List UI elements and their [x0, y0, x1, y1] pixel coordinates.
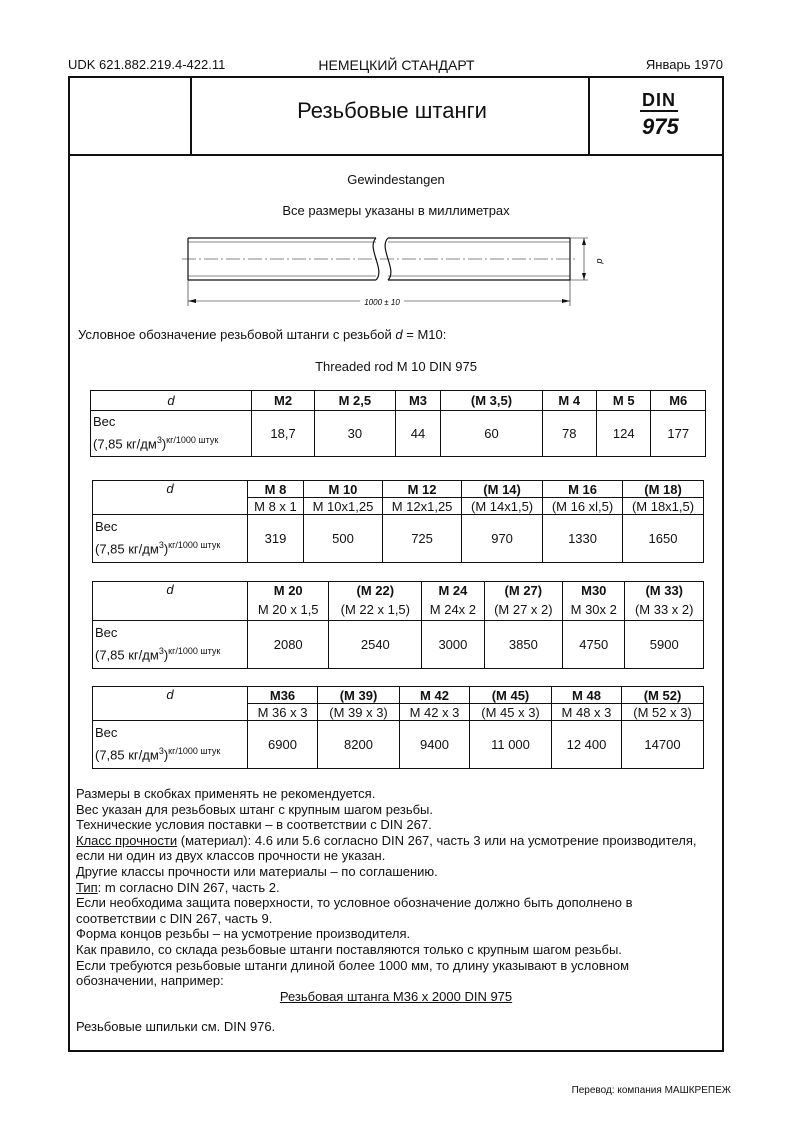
- translation-credit: Перевод: компания МАШКРЕПЕЖ: [571, 1085, 731, 1096]
- weight-cell: 500: [303, 515, 382, 563]
- weight-cell: 4750: [563, 621, 625, 669]
- d-header: d: [93, 481, 248, 515]
- page-title: Резьбовые штанги: [297, 98, 487, 123]
- weight-cell: 18,7: [252, 411, 315, 457]
- german-title: Gewindestangen: [347, 172, 445, 187]
- weight-label: Вес (7,85 $кг/дм^3)^{кг/1000 штук}$: [93, 515, 248, 563]
- weight-table-2: d M 8 M 10 M 12 (M 14) M 16 (M 18) M 8 x 1 M 10x1,25 M 12x1,25 (M 14x1,5) (M 16 xl,5) (M 18x1,5) Вес (7,85 $кг/дм^3)^{кг/1000 штук}$ 319 500 725 970 1330 1650: [92, 480, 704, 563]
- issue-date: Январь 1970: [645, 57, 723, 72]
- size-cell: M 4: [542, 391, 596, 411]
- weight-cell: 725: [383, 515, 462, 563]
- weight-label: Вес (7,85 $кг/дм^3)^{кг/1000 штук}$: [91, 411, 252, 457]
- weight-label: Вес (7,85 $кг/дм^3)^{кг/1000 штук}$: [93, 621, 248, 669]
- weight-cell: 177: [651, 411, 706, 457]
- weight-cell: 60: [441, 411, 542, 457]
- standard-type: НЕМЕЦКИЙ СТАНДАРТ: [318, 57, 475, 73]
- weight-cell: 14700: [622, 721, 704, 769]
- size-cell: M 5: [596, 391, 650, 411]
- size-cell: M3: [395, 391, 441, 411]
- weight-cell: 6900: [248, 721, 318, 769]
- weight-cell: 12 400: [551, 721, 621, 769]
- notes-block: Размеры в скобках применять не рекомендуется. Вес указан для резьбовых штанг с крупным шагом резьбы. Технические условия поставки – в соответствии с DIN 267. Класс прочности (материал): 4.6 или 5.6 согласно DIN 267, часть 3 или на усмотрение производителя, если ни один из двух классов прочности не указан. Другие классы прочности или материалы – по соглашению. Тип: m согласно DIN 267, часть 2. Если необходима защита поверхности, то условное обозначение должно быть дополнено в соответствии с DIN 267, часть 9. Форма концов резьбы – на усмотрение производителя. Как правило, со склада резьбовые штанги поставляются только с крупным шагом резьбы. Если требуются резьбовые штанги длиной более 1000 мм, то длину указывают в условном обозначении, например: Резьбовая штанга M36 x 2000 DIN 975 Резьбовые шпильки см. DIN 976.: [76, 786, 697, 1035]
- weight-cell: 2080: [248, 621, 329, 669]
- title-block: [70, 78, 722, 156]
- weight-cell: 3850: [484, 621, 563, 669]
- din-label: DIN: [642, 90, 676, 110]
- designation-line: Условное обозначение резьбовой штанги с резьбой d = M10:: [78, 327, 447, 342]
- weight-cell: 1650: [623, 515, 704, 563]
- weight-cell: 8200: [318, 721, 400, 769]
- weight-cell: 44: [395, 411, 441, 457]
- weight-cell: 9400: [399, 721, 469, 769]
- length-dimension: 1000 ± 10: [364, 298, 400, 307]
- weight-cell: 2540: [329, 621, 422, 669]
- weight-cell: 30: [315, 411, 395, 457]
- size-cell: M 2,5: [315, 391, 395, 411]
- d-header: d: [93, 582, 248, 621]
- document-frame: [68, 76, 724, 1052]
- weight-cell: 5900: [625, 621, 704, 669]
- designation-example-2: Резьбовая штанга M36 x 2000 DIN 975: [279, 988, 513, 1004]
- designation-example: Threaded rod M 10 DIN 975: [315, 359, 477, 374]
- weight-table-4: d M36 (M 39) M 42 (M 45) M 48 (M 52) M 36 x 3 (M 39 x 3) M 42 x 3 (M 45 x 3) M 48 x 3 (M 52 x 3) Вес (7,85 $кг/дм^3)^{кг/1000 штук}$ 6900 8200 9400 11 000 12 400 14700: [92, 686, 704, 769]
- weight-cell: 319: [248, 515, 304, 563]
- size-cell: (M 3,5): [441, 391, 542, 411]
- weight-label: Вес (7,85 $кг/дм^3)^{кг/1000 штук}$: [93, 721, 248, 769]
- size-cell: M2: [252, 391, 315, 411]
- weight-cell: 11 000: [470, 721, 552, 769]
- rod-drawing: [180, 230, 610, 312]
- weight-table-1: [90, 390, 706, 457]
- udk-code: UDK 621.882.219.4-422.11: [68, 57, 226, 72]
- size-cell: M6: [651, 391, 706, 411]
- diameter-dimension: d: [595, 258, 605, 264]
- d-header: d: [91, 391, 252, 411]
- units-note: Все размеры указаны в миллиметрах: [282, 203, 510, 218]
- din-number: 975: [642, 114, 679, 139]
- weight-cell: 970: [462, 515, 543, 563]
- weight-cell: 1330: [543, 515, 623, 563]
- d-header: d: [93, 687, 248, 721]
- weight-cell: 3000: [422, 621, 484, 669]
- weight-cell: 78: [542, 411, 596, 457]
- weight-table-3: d M 20 (M 22) M 24 (M 27) M30 (M 33) M 20 x 1,5 (M 22 x 1,5) M 24x 2 (M 27 x 2) M 30x 2 (M 33 x 2) Вес (7,85 $кг/дм^3)^{кг/1000 штук}$ 2080 2540 3000 3850 4750 5900: [92, 581, 704, 669]
- weight-cell: 124: [596, 411, 650, 457]
